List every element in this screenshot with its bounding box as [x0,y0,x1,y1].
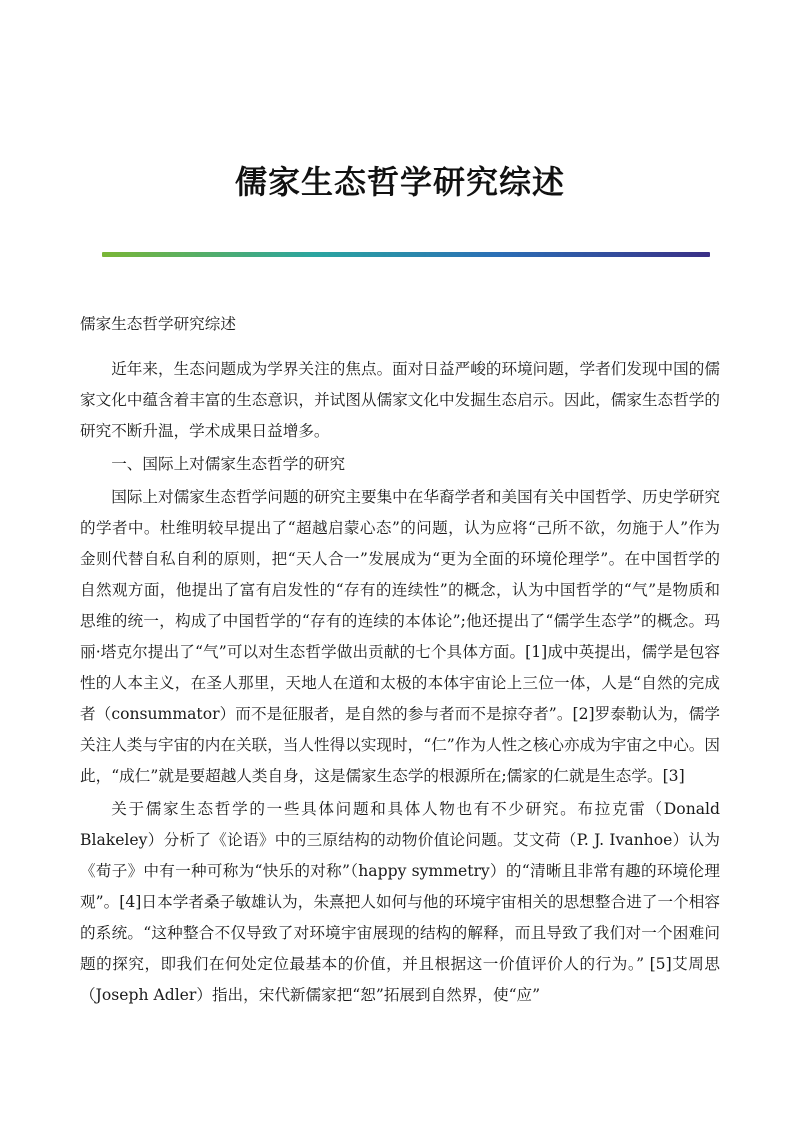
title-divider [102,252,710,257]
section-heading: 一、国际上对儒家生态哲学的研究 [111,455,346,473]
paragraph-specific-studies: 关于儒家生态哲学的一些具体问题和具体人物也有不少研究。布拉克雷（Donald Blakeley）分析了《论语》中的三原结构的动物价值论问题。艾文荷（P. J. Ivanhoe）认为《荀子》中有一种可称为“快乐的对称”（happy symmetry）的“清晰且非常有趣的环境伦理观”。[4]日本学者桑子敏雄认为，朱熹把人如何与他的环境宇宙相关的思想整合进了一个相容的系统。“这种整合不仅导致了对环境宇宙展现的结构的解释，而且导致了我们对一个困难问题的探究，即我们在何处定位最基本的价值，并且根据这一价值评价人的行为。” [5]艾周思（Joseph Adler）指出，宋代新儒家把“恕”拓展到自然界，使“应” [80,800,720,1004]
paragraph-intro: 近年来，生态问题成为学界关注的焦点。面对日益严峻的环境问题，学者们发现中国的儒家文化中蕴含着丰富的生态意识，并试图从儒家文化中发掘生态启示。因此，儒家生态哲学的研究不断升温，学术成果日益增多。 [80,360,720,440]
document-body [80,309,720,1013]
document-title: 儒家生态哲学研究综述 [234,163,565,201]
document-subtitle: 儒家生态哲学研究综述 [80,315,236,333]
paragraph-international: 国际上对儒家生态哲学问题的研究主要集中在华裔学者和美国有关中国哲学、历史学研究的学者中。杜维明较早提出了“超越启蒙心态”的问题，认为应将“己所不欲，勿施于人”作为金则代替自私自利的原则，把“天人合一”发展成为“更为全面的环境伦理学”。在中国哲学的自然观方面，他提出了富有启发性的“存有的连续性”的概念，认为中国哲学的“气”是物质和思维的统一，构成了中国哲学的“存有的连续的本体论”;他还提出了“儒学生态学”的概念。玛丽·塔克尔提出了“气”可以对生态哲学做出贡献的七个具体方面。[1]成中英提出，儒学是包容性的人本主义，在圣人那里，天地人在道和太极的本体宇宙论上三位一体，人是“自然的完成者（consummator）而不是征服者，是自然的参与者而不是掠夺者”。[2]罗泰勒认为，儒学关注人类与宇宙的内在关联，当人性得以实现时，“仁”作为人性之核心亦成为宇宙之中心。因此，“成仁”就是要超越人类自身，这是儒家生态学的根源所在;儒家的仁就是生态学。[3] [80,488,720,785]
